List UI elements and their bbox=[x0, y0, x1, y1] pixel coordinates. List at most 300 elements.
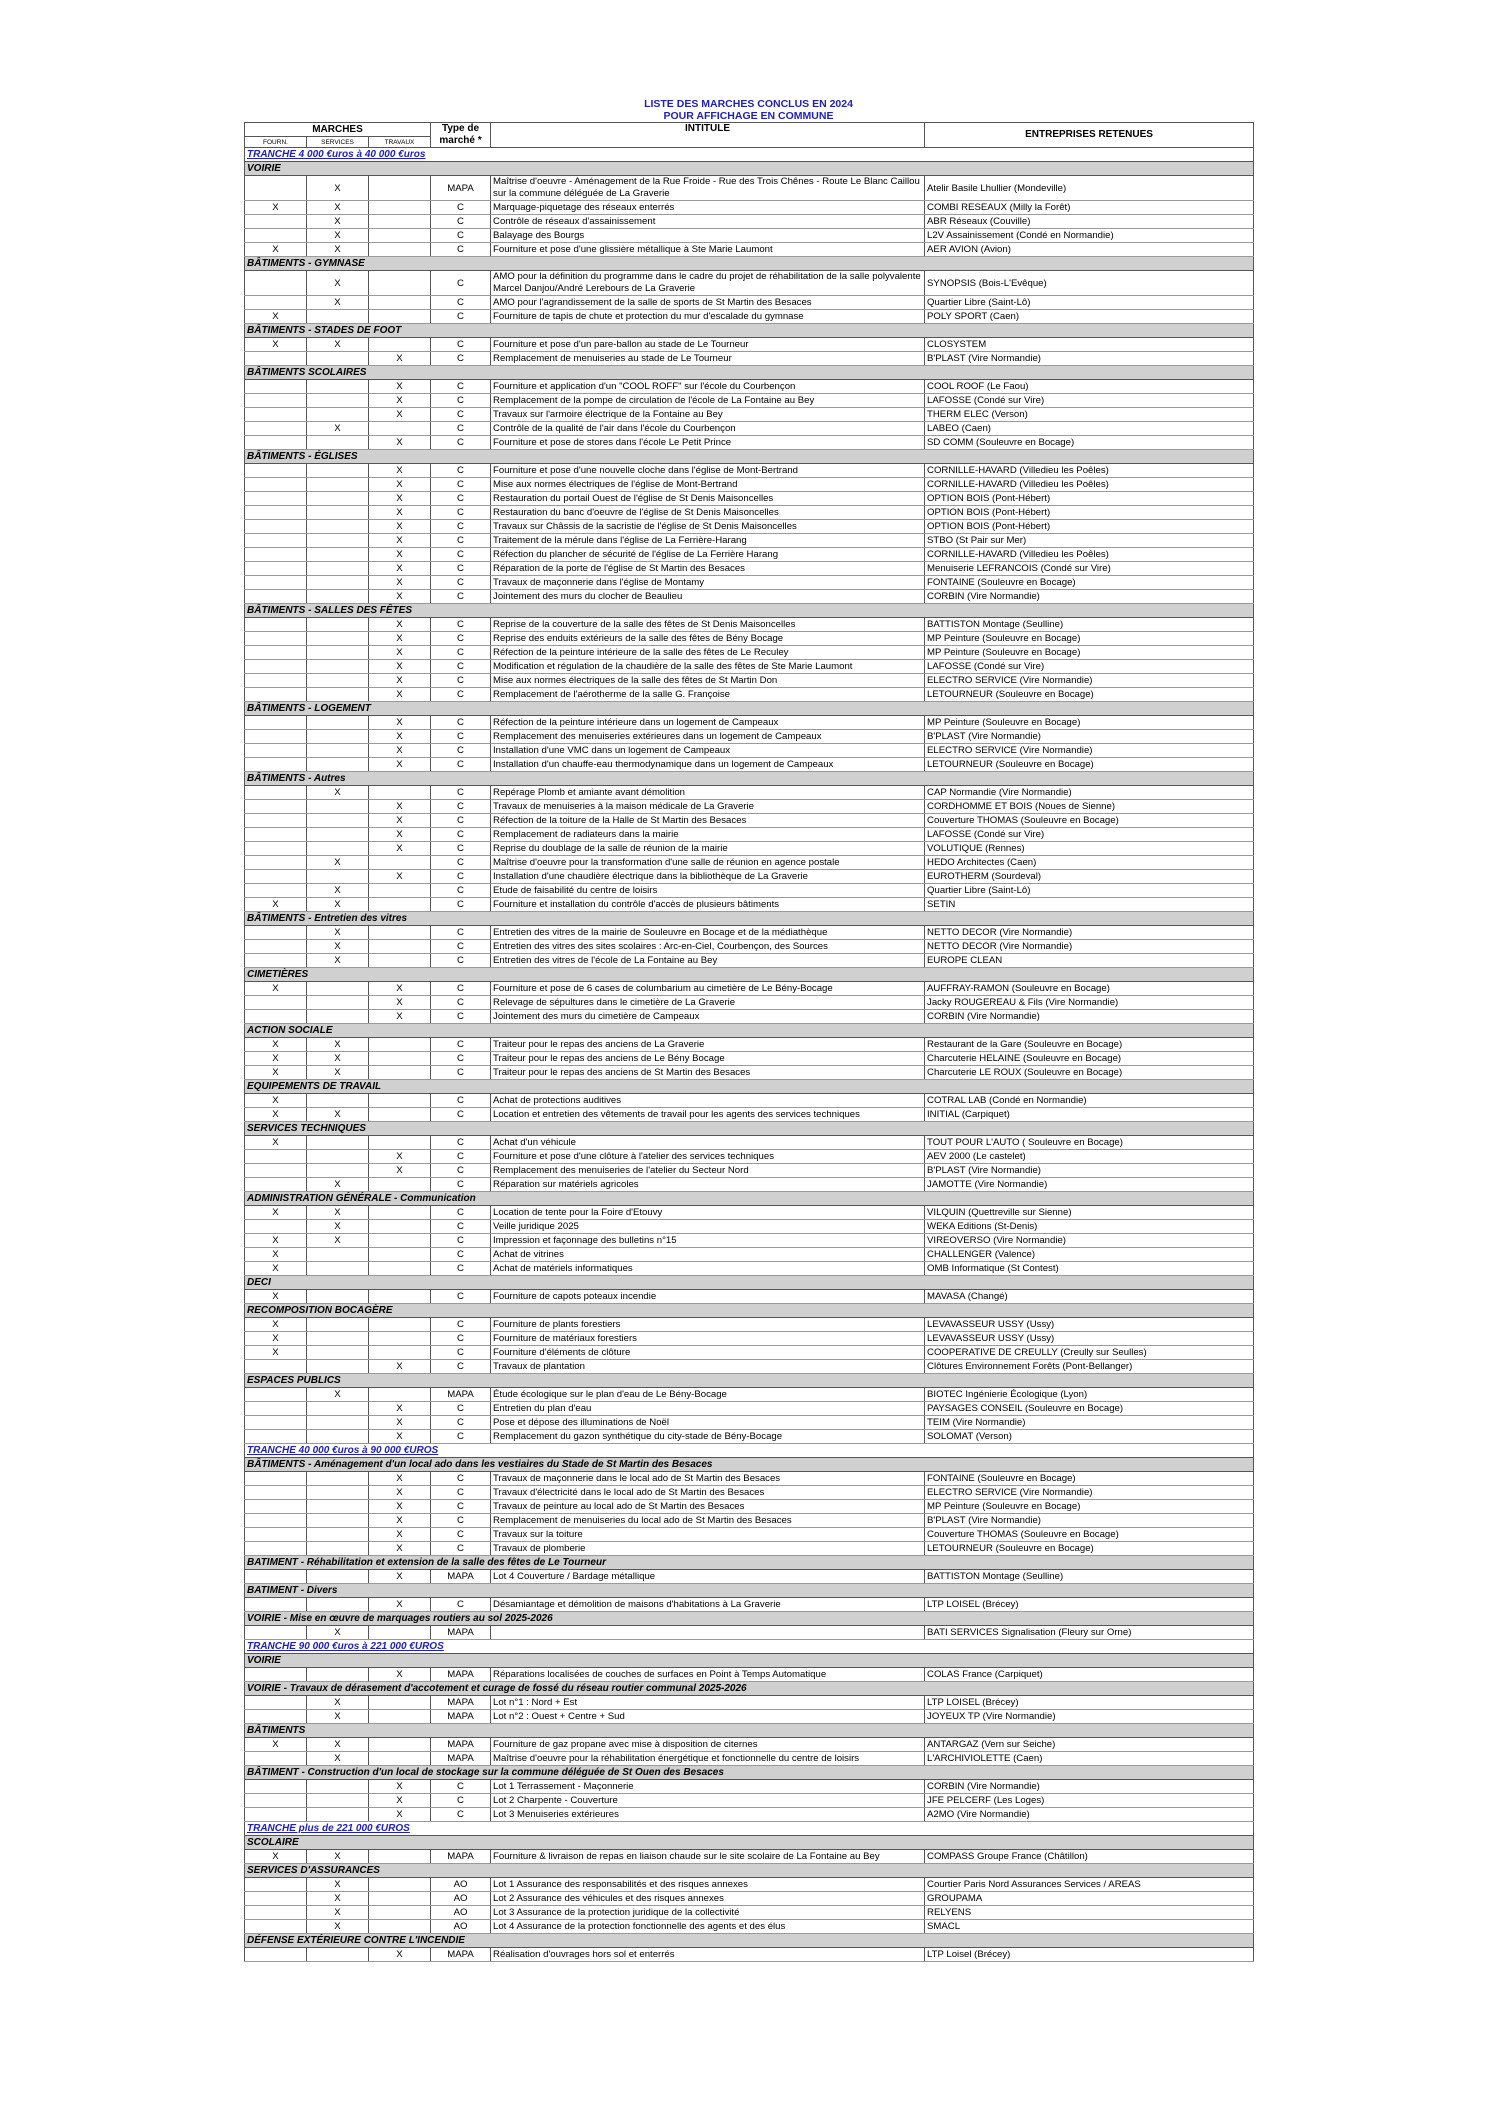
entreprise: COMPASS Groupe France (Châtillon) bbox=[925, 1850, 1254, 1864]
entreprise: CORNILLE-HAVARD (Villedieu les Poêles) bbox=[925, 478, 1254, 492]
intitule: Restauration du banc d'oeuvre de l'église de St Denis Maisoncelles bbox=[491, 506, 925, 520]
travaux-mark bbox=[369, 243, 431, 257]
services-mark bbox=[307, 352, 369, 366]
travaux-mark bbox=[369, 1752, 431, 1766]
services-mark bbox=[307, 1808, 369, 1822]
table-row bbox=[245, 1920, 1254, 1934]
fourn-mark bbox=[245, 1752, 307, 1766]
fourn-mark bbox=[245, 1360, 307, 1374]
travaux-mark bbox=[369, 1906, 431, 1920]
fourn-mark bbox=[245, 1626, 307, 1640]
services-mark bbox=[307, 1570, 369, 1584]
intitule: Relevage de sépultures dans le cimetière de La Graverie bbox=[491, 996, 925, 1010]
services-mark bbox=[307, 1164, 369, 1178]
intitule: Fourniture et application d'un "COOL ROFF" sur l'école du Courbençon bbox=[491, 380, 925, 394]
entreprise: RELYENS bbox=[925, 1906, 1254, 1920]
fourn-mark: X bbox=[245, 982, 307, 996]
fourn-mark: X bbox=[245, 338, 307, 352]
services-mark: X bbox=[307, 1066, 369, 1080]
fourn-mark bbox=[245, 352, 307, 366]
fourn-mark bbox=[245, 506, 307, 520]
section-row bbox=[245, 1080, 1254, 1094]
section-label: BÂTIMENTS - STADES DE FOOT bbox=[245, 324, 1254, 338]
table-row bbox=[245, 884, 1254, 898]
fourn-mark bbox=[245, 716, 307, 730]
section-row bbox=[245, 1864, 1254, 1878]
section-label: EQUIPEMENTS DE TRAVAIL bbox=[245, 1080, 1254, 1094]
services-mark: X bbox=[307, 1388, 369, 1402]
entreprise: L2V Assainissement (Condé en Normandie) bbox=[925, 229, 1254, 243]
services-mark bbox=[307, 632, 369, 646]
services-mark bbox=[307, 1248, 369, 1262]
type-marche: MAPA bbox=[431, 1570, 491, 1584]
table-row bbox=[245, 590, 1254, 604]
intitule: Fourniture de plants forestiers bbox=[491, 1318, 925, 1332]
intitule: Lot 4 Couverture / Bardage métallique bbox=[491, 1570, 925, 1584]
table-row bbox=[245, 674, 1254, 688]
travaux-mark bbox=[369, 786, 431, 800]
table-row bbox=[245, 1206, 1254, 1220]
fourn-mark bbox=[245, 1542, 307, 1556]
section-row bbox=[245, 257, 1254, 271]
fourn-mark bbox=[245, 1920, 307, 1934]
services-mark: X bbox=[307, 1220, 369, 1234]
travaux-mark bbox=[369, 856, 431, 870]
intitule: Réparations localisées de couches de surfaces en Point à Temps Automatique bbox=[491, 1668, 925, 1682]
entreprise: STBO (St Pair sur Mer) bbox=[925, 534, 1254, 548]
section-label: BÂTIMENTS SCOLAIRES bbox=[245, 366, 1254, 380]
services-mark bbox=[307, 646, 369, 660]
fourn-mark: X bbox=[245, 1318, 307, 1332]
travaux-mark: X bbox=[369, 1472, 431, 1486]
intitule: Mise aux normes électriques de l'église de Mont-Bertrand bbox=[491, 478, 925, 492]
section-row bbox=[245, 1304, 1254, 1318]
services-mark bbox=[307, 1500, 369, 1514]
services-mark: X bbox=[307, 1920, 369, 1934]
intitule: Lot 3 Menuiseries extérieures bbox=[491, 1808, 925, 1822]
services-mark: X bbox=[307, 1752, 369, 1766]
entreprise: BIOTEC Ingénierie Écologique (Lyon) bbox=[925, 1388, 1254, 1402]
table-row bbox=[245, 436, 1254, 450]
type-marche: MAPA bbox=[431, 1948, 491, 1962]
table-row bbox=[245, 800, 1254, 814]
table-row bbox=[245, 828, 1254, 842]
entreprise: SOLOMAT (Verson) bbox=[925, 1430, 1254, 1444]
intitule: Repérage Plomb et amiante avant démolition bbox=[491, 786, 925, 800]
travaux-mark: X bbox=[369, 548, 431, 562]
travaux-mark: X bbox=[369, 1360, 431, 1374]
type-marche: C bbox=[431, 1094, 491, 1108]
services-mark bbox=[307, 1136, 369, 1150]
intitule: Location et entretien des vêtements de travail pour les agents des services techniques bbox=[491, 1108, 925, 1122]
table-row bbox=[245, 1136, 1254, 1150]
travaux-mark: X bbox=[369, 688, 431, 702]
entreprise: PAYSAGES CONSEIL (Souleuvre en Bocage) bbox=[925, 1402, 1254, 1416]
fourn-mark: X bbox=[245, 1850, 307, 1864]
services-mark: X bbox=[307, 215, 369, 229]
intitule: Entretien des vitres de la mairie de Souleuvre en Bocage et de la médiathèque bbox=[491, 926, 925, 940]
fourn-mark bbox=[245, 1794, 307, 1808]
travaux-mark: X bbox=[369, 1794, 431, 1808]
intitule: Travaux de maçonnerie dans le local ado de St Martin des Besaces bbox=[491, 1472, 925, 1486]
entreprise: AER AVION (Avion) bbox=[925, 243, 1254, 257]
entreprise: LAFOSSE (Condé sur Vire) bbox=[925, 828, 1254, 842]
travaux-mark: X bbox=[369, 436, 431, 450]
intitule: Travaux d'électricité dans le local ado de St Martin des Besaces bbox=[491, 1486, 925, 1500]
table-row bbox=[245, 1290, 1254, 1304]
entreprise: LETOURNEUR (Souleuvre en Bocage) bbox=[925, 758, 1254, 772]
travaux-mark: X bbox=[369, 576, 431, 590]
type-marche: MAPA bbox=[431, 176, 491, 201]
table-row bbox=[245, 1570, 1254, 1584]
type-marche: C bbox=[431, 1528, 491, 1542]
intitule: Remplacement de menuiseries du local ado de St Martin des Besaces bbox=[491, 1514, 925, 1528]
services-mark: X bbox=[307, 1178, 369, 1192]
table-row bbox=[245, 646, 1254, 660]
entreprise: SMACL bbox=[925, 1920, 1254, 1934]
entreprise: COTRAL LAB (Condé en Normandie) bbox=[925, 1094, 1254, 1108]
type-marche: C bbox=[431, 338, 491, 352]
tranche-label: TRANCHE 90 000 €uros à 221 000 €UROS bbox=[247, 1641, 444, 1652]
table-row bbox=[245, 1038, 1254, 1052]
services-mark bbox=[307, 1486, 369, 1500]
table-row bbox=[245, 996, 1254, 1010]
fourn-mark: X bbox=[245, 1738, 307, 1752]
intitule: Entretien des vitres de l'école de La Fontaine au Bey bbox=[491, 954, 925, 968]
services-mark: X bbox=[307, 229, 369, 243]
table-row bbox=[245, 1262, 1254, 1276]
section-row bbox=[245, 1584, 1254, 1598]
table-row bbox=[245, 1696, 1254, 1710]
type-marche: C bbox=[431, 1808, 491, 1822]
travaux-mark: X bbox=[369, 1514, 431, 1528]
travaux-mark: X bbox=[369, 618, 431, 632]
intitule: Fourniture de matériaux forestiers bbox=[491, 1332, 925, 1346]
services-mark: X bbox=[307, 338, 369, 352]
travaux-mark bbox=[369, 1696, 431, 1710]
services-mark: X bbox=[307, 926, 369, 940]
travaux-mark bbox=[369, 1318, 431, 1332]
travaux-mark: X bbox=[369, 394, 431, 408]
intitule: Achat de matériels informatiques bbox=[491, 1262, 925, 1276]
services-mark: X bbox=[307, 422, 369, 436]
services-mark bbox=[307, 408, 369, 422]
header-travaux: TRAVAUX bbox=[369, 137, 431, 148]
travaux-mark: X bbox=[369, 352, 431, 366]
intitule: Réfection de la peinture intérieure de la salle des fêtes de Le Reculey bbox=[491, 646, 925, 660]
travaux-mark: X bbox=[369, 408, 431, 422]
services-mark: X bbox=[307, 1738, 369, 1752]
fourn-mark bbox=[245, 548, 307, 562]
intitule: Réparation de la porte de l'église de St Martin des Besaces bbox=[491, 562, 925, 576]
section-label: CIMETIÈRES bbox=[245, 968, 1254, 982]
fourn-mark bbox=[245, 1906, 307, 1920]
fourn-mark bbox=[245, 176, 307, 201]
travaux-mark bbox=[369, 176, 431, 201]
intitule: Traitement de la mérule dans l'église de La Ferrière-Harang bbox=[491, 534, 925, 548]
type-marche: C bbox=[431, 1052, 491, 1066]
table-row bbox=[245, 1220, 1254, 1234]
type-marche: C bbox=[431, 1360, 491, 1374]
entreprise: JFE PELCERF (Les Loges) bbox=[925, 1794, 1254, 1808]
table-row bbox=[245, 1178, 1254, 1192]
section-row bbox=[245, 1934, 1254, 1948]
section-label: SERVICES D'ASSURANCES bbox=[245, 1864, 1254, 1878]
entreprise: LTP Loisel (Brécey) bbox=[925, 1948, 1254, 1962]
entreprise: Menuiserie LEFRANCOIS (Condé sur Vire) bbox=[925, 562, 1254, 576]
intitule: Mise aux normes électriques de la salle des fêtes de St Martin Don bbox=[491, 674, 925, 688]
services-mark bbox=[307, 1150, 369, 1164]
type-marche: C bbox=[431, 229, 491, 243]
intitule: Lot n°1 : Nord + Est bbox=[491, 1696, 925, 1710]
document bbox=[244, 98, 1253, 1962]
intitule: Fourniture et pose de stores dans l'école Le Petit Prince bbox=[491, 436, 925, 450]
intitule: Travaux de plomberie bbox=[491, 1542, 925, 1556]
table-row bbox=[245, 562, 1254, 576]
intitule: Remplacement de radiateurs dans la mairie bbox=[491, 828, 925, 842]
entreprise: B'PLAST (Vire Normandie) bbox=[925, 1164, 1254, 1178]
fourn-mark bbox=[245, 660, 307, 674]
table-row bbox=[245, 338, 1254, 352]
services-mark bbox=[307, 800, 369, 814]
intitule: Réparation sur matériels agricoles bbox=[491, 1178, 925, 1192]
fourn-mark bbox=[245, 1598, 307, 1612]
travaux-mark bbox=[369, 1206, 431, 1220]
table-row bbox=[245, 296, 1254, 310]
services-mark: X bbox=[307, 1906, 369, 1920]
services-mark bbox=[307, 1318, 369, 1332]
services-mark: X bbox=[307, 856, 369, 870]
fourn-mark bbox=[245, 422, 307, 436]
travaux-mark bbox=[369, 1178, 431, 1192]
intitule: Étude écologique sur le plan d'eau de Le Bény-Bocage bbox=[491, 1388, 925, 1402]
entreprise: BATTISTON Montage (Seulline) bbox=[925, 1570, 1254, 1584]
section-row bbox=[245, 1192, 1254, 1206]
table-row bbox=[245, 1542, 1254, 1556]
services-mark bbox=[307, 814, 369, 828]
services-mark bbox=[307, 870, 369, 884]
type-marche: C bbox=[431, 1472, 491, 1486]
fourn-mark bbox=[245, 1500, 307, 1514]
intitule: Travaux sur la toiture bbox=[491, 1528, 925, 1542]
tranche-label: TRANCHE 40 000 €uros à 90 000 €UROS bbox=[247, 1445, 439, 1456]
type-marche: C bbox=[431, 1430, 491, 1444]
type-marche: C bbox=[431, 1066, 491, 1080]
table-row bbox=[245, 176, 1254, 201]
table-row bbox=[245, 1332, 1254, 1346]
travaux-mark bbox=[369, 1710, 431, 1724]
entreprise: ELECTRO SERVICE (Vire Normandie) bbox=[925, 674, 1254, 688]
fourn-mark bbox=[245, 394, 307, 408]
type-marche: C bbox=[431, 1346, 491, 1360]
services-mark bbox=[307, 380, 369, 394]
services-mark: X bbox=[307, 1206, 369, 1220]
fourn-mark: X bbox=[245, 898, 307, 912]
section-label: RECOMPOSITION BOCAGÈRE bbox=[245, 1304, 1254, 1318]
entreprise: ANTARGAZ (Vern sur Seiche) bbox=[925, 1738, 1254, 1752]
table-row bbox=[245, 744, 1254, 758]
header-type: Type de marché * bbox=[431, 123, 491, 148]
type-marche: C bbox=[431, 1206, 491, 1220]
table-row bbox=[245, 688, 1254, 702]
intitule: Réfection du plancher de sécurité de l'église de La Ferrière Harang bbox=[491, 548, 925, 562]
fourn-mark: X bbox=[245, 1290, 307, 1304]
document-title: LISTE DES MARCHES CONCLUS EN 2024 bbox=[644, 98, 853, 110]
travaux-mark: X bbox=[369, 1598, 431, 1612]
entreprise: CORNILLE-HAVARD (Villedieu les Poêles) bbox=[925, 464, 1254, 478]
table-row bbox=[245, 1248, 1254, 1262]
table-row bbox=[245, 730, 1254, 744]
table-row bbox=[245, 1948, 1254, 1962]
table-row bbox=[245, 310, 1254, 324]
services-mark bbox=[307, 1780, 369, 1794]
table-row bbox=[245, 1010, 1254, 1024]
travaux-mark bbox=[369, 1388, 431, 1402]
travaux-mark: X bbox=[369, 1668, 431, 1682]
section-row bbox=[245, 1654, 1254, 1668]
fourn-mark: X bbox=[245, 1038, 307, 1052]
entreprise: B'PLAST (Vire Normandie) bbox=[925, 352, 1254, 366]
services-mark: X bbox=[307, 1038, 369, 1052]
fourn-mark: X bbox=[245, 1234, 307, 1248]
services-mark: X bbox=[307, 1878, 369, 1892]
travaux-mark: X bbox=[369, 996, 431, 1010]
travaux-mark bbox=[369, 1920, 431, 1934]
intitule: Lot 3 Assurance de la protection juridique de la collectivité bbox=[491, 1906, 925, 1920]
table-row bbox=[245, 1906, 1254, 1920]
entreprise: POLY SPORT (Caen) bbox=[925, 310, 1254, 324]
intitule: Fourniture de capots poteaux incendie bbox=[491, 1290, 925, 1304]
entreprise: VOLUTIQUE (Rennes) bbox=[925, 842, 1254, 856]
fourn-mark: X bbox=[245, 1206, 307, 1220]
document-subtitle: POUR AFFICHAGE EN COMMUNE bbox=[663, 110, 834, 122]
entreprise: LETOURNEUR (Souleuvre en Bocage) bbox=[925, 1542, 1254, 1556]
fourn-mark bbox=[245, 296, 307, 310]
fourn-mark: X bbox=[245, 310, 307, 324]
intitule: Réalisation d'ouvrages hors sol et enterrés bbox=[491, 1948, 925, 1962]
intitule: Travaux sur Châssis de la sacristie de l'église de St Denis Maisoncelles bbox=[491, 520, 925, 534]
travaux-mark: X bbox=[369, 1808, 431, 1822]
services-mark bbox=[307, 1360, 369, 1374]
services-mark bbox=[307, 562, 369, 576]
table-row bbox=[245, 464, 1254, 478]
table-row bbox=[245, 1528, 1254, 1542]
fourn-mark bbox=[245, 590, 307, 604]
intitule: Fourniture d'éléments de clôture bbox=[491, 1346, 925, 1360]
intitule bbox=[491, 1626, 925, 1640]
table-row bbox=[245, 1738, 1254, 1752]
fourn-mark bbox=[245, 1570, 307, 1584]
table-row bbox=[245, 856, 1254, 870]
travaux-mark: X bbox=[369, 1486, 431, 1500]
table-row bbox=[245, 1710, 1254, 1724]
travaux-mark bbox=[369, 229, 431, 243]
fourn-mark bbox=[245, 688, 307, 702]
tranche-cell bbox=[245, 1444, 1254, 1458]
type-marche: C bbox=[431, 814, 491, 828]
marches-table bbox=[244, 122, 1254, 1962]
fourn-mark bbox=[245, 954, 307, 968]
intitule: Travaux sur l'armoire électrique de la Fontaine au Bey bbox=[491, 408, 925, 422]
fourn-mark: X bbox=[245, 201, 307, 215]
services-mark: X bbox=[307, 1052, 369, 1066]
services-mark bbox=[307, 730, 369, 744]
fourn-mark bbox=[245, 562, 307, 576]
table-row bbox=[245, 870, 1254, 884]
services-mark bbox=[307, 1430, 369, 1444]
section-row bbox=[245, 604, 1254, 618]
entreprise: JOYEUX TP (Vire Normandie) bbox=[925, 1710, 1254, 1724]
intitule: Désamiantage et démolition de maisons d'habitations à La Graverie bbox=[491, 1598, 925, 1612]
entreprise: THERM ELEC (Verson) bbox=[925, 408, 1254, 422]
type-marche: C bbox=[431, 632, 491, 646]
services-mark bbox=[307, 744, 369, 758]
travaux-mark: X bbox=[369, 1780, 431, 1794]
table-row bbox=[245, 492, 1254, 506]
section-row bbox=[245, 1766, 1254, 1780]
entreprise: MP Peinture (Souleuvre en Bocage) bbox=[925, 1500, 1254, 1514]
tranche-row bbox=[245, 1640, 1254, 1654]
fourn-mark bbox=[245, 800, 307, 814]
type-marche: C bbox=[431, 1136, 491, 1150]
tranche-row bbox=[245, 148, 1254, 162]
intitule: Reprise de la couverture de la salle des fêtes de St Denis Maisoncelles bbox=[491, 618, 925, 632]
travaux-mark bbox=[369, 271, 431, 296]
entreprise: VILQUIN (Quettreville sur Sienne) bbox=[925, 1206, 1254, 1220]
services-mark bbox=[307, 310, 369, 324]
intitule: AMO pour la définition du programme dans le cadre du projet de réhabilitation de la salle polyvalente Marcel Danjou/André Lerebours de La Graverie bbox=[491, 271, 925, 296]
travaux-mark: X bbox=[369, 632, 431, 646]
intitule: Modification et régulation de la chaudière de la salle des fêtes de Ste Marie Laumont bbox=[491, 660, 925, 674]
type-marche: C bbox=[431, 408, 491, 422]
section-label: BÂTIMENTS - Entretien des vitres bbox=[245, 912, 1254, 926]
type-marche: C bbox=[431, 520, 491, 534]
fourn-mark bbox=[245, 380, 307, 394]
header-row bbox=[245, 123, 1254, 137]
services-mark bbox=[307, 548, 369, 562]
table-row bbox=[245, 548, 1254, 562]
table-row bbox=[245, 1780, 1254, 1794]
intitule: Fourniture et pose d'une glissière métallique à Ste Marie Laumont bbox=[491, 243, 925, 257]
table-row bbox=[245, 1808, 1254, 1822]
travaux-mark: X bbox=[369, 478, 431, 492]
fourn-mark bbox=[245, 464, 307, 478]
travaux-mark: X bbox=[369, 1570, 431, 1584]
fourn-mark: X bbox=[245, 1262, 307, 1276]
fourn-mark bbox=[245, 842, 307, 856]
table-row bbox=[245, 576, 1254, 590]
travaux-mark: X bbox=[369, 520, 431, 534]
section-label: BÂTIMENTS bbox=[245, 1724, 1254, 1738]
table-row bbox=[245, 478, 1254, 492]
fourn-mark bbox=[245, 618, 307, 632]
type-marche: C bbox=[431, 800, 491, 814]
type-marche: C bbox=[431, 310, 491, 324]
services-mark: X bbox=[307, 201, 369, 215]
fourn-mark bbox=[245, 492, 307, 506]
services-mark: X bbox=[307, 884, 369, 898]
travaux-mark bbox=[369, 898, 431, 912]
services-mark bbox=[307, 1598, 369, 1612]
intitule: Reprise des enduits extérieurs de la salle des fêtes de Bény Bocage bbox=[491, 632, 925, 646]
entreprise: SD COMM (Souleuvre en Bocage) bbox=[925, 436, 1254, 450]
entreprise: TEIM (Vire Normandie) bbox=[925, 1416, 1254, 1430]
entreprise: Restaurant de la Gare (Souleuvre en Bocage) bbox=[925, 1038, 1254, 1052]
section-label: VOIRIE - Travaux de dérasement d'accotement et curage de fossé du réseau routier communal 2025-2026 bbox=[245, 1682, 1254, 1696]
intitule: Balayage des Bourgs bbox=[491, 229, 925, 243]
travaux-mark bbox=[369, 1248, 431, 1262]
type-marche: C bbox=[431, 464, 491, 478]
